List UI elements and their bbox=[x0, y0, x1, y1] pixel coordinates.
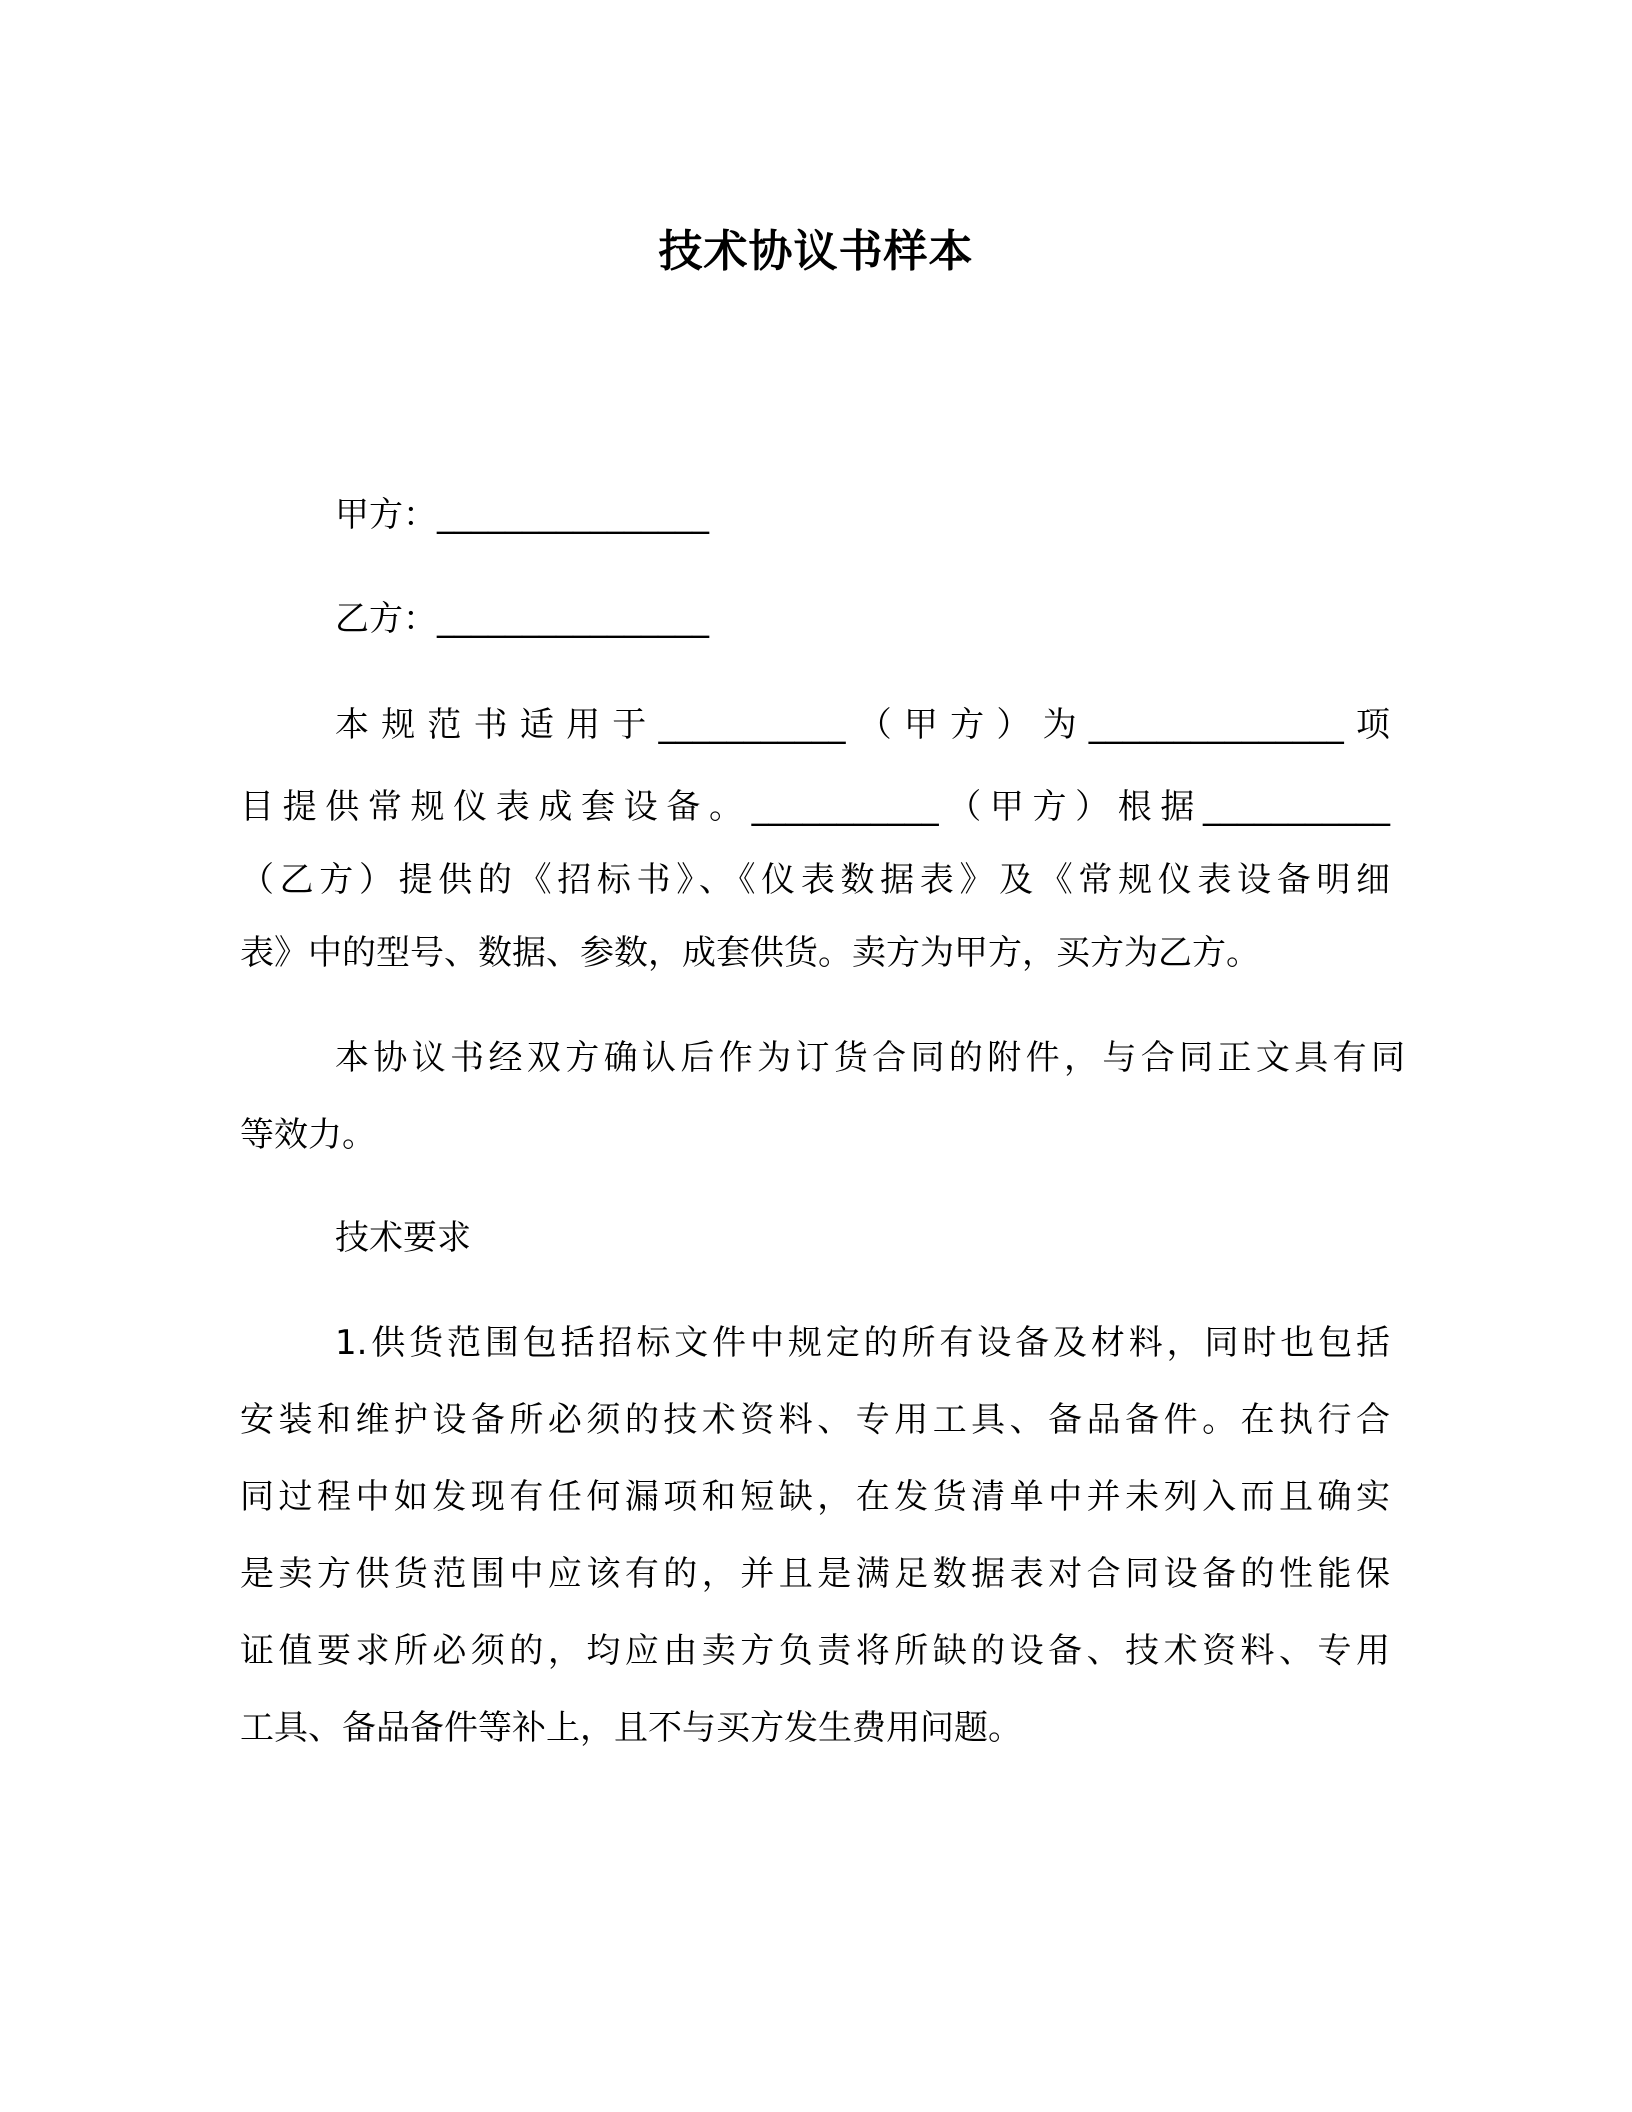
paragraph-line: 目提供常规仪表成套设备。___________（甲方）根据___________ bbox=[240, 787, 1390, 827]
paragraph-line: 表》中的型号、数据、参数，成套供货。卖方为甲方，买方为乙方。 bbox=[240, 933, 1260, 973]
paragraph-line: 本规范书适用于___________（甲方）为_______________项 bbox=[335, 705, 1390, 745]
party-a-line bbox=[335, 490, 1485, 540]
paragraph-line: 本协议书经双方确认后作为订货合同的附件，与合同正文具有同 bbox=[335, 1038, 1405, 1078]
item-line: 是卖方供货范围中应该有的，并且是满足数据表对合同设备的性能保 bbox=[240, 1554, 1390, 1594]
item-line: 工具、备品备件等补上，且不与买方发生费用问题。 bbox=[240, 1708, 1022, 1748]
item-line: 同过程中如发现有任何漏项和短缺，在发货清单中并未列入而且确实 bbox=[240, 1477, 1390, 1517]
party-b-label: 乙方： bbox=[335, 599, 437, 639]
item-line: 证值要求所必须的，均应由卖方负责将所缺的设备、技术资料、专用 bbox=[240, 1631, 1390, 1671]
paragraph-line: （乙方）提供的《招标书》、《仪表数据表》及《常规仪表设备明细 bbox=[240, 860, 1390, 900]
paragraph-line: 等效力。 bbox=[240, 1115, 376, 1155]
item-line: 安装和维护设备所必须的技术资料、专用工具、备品备件。在执行合 bbox=[240, 1400, 1390, 1440]
item-line: 1.供货范围包括招标文件中规定的所有设备及材料，同时也包括 bbox=[335, 1323, 1390, 1363]
party-a-blank[interactable]: ________________ bbox=[437, 495, 709, 535]
party-b-line bbox=[335, 594, 1485, 644]
party-a-label: 甲方： bbox=[335, 495, 437, 535]
document-title: 技术协议书样本 bbox=[658, 226, 974, 277]
party-b-blank[interactable]: ________________ bbox=[437, 599, 709, 639]
section-heading: 技术要求 bbox=[335, 1218, 471, 1258]
